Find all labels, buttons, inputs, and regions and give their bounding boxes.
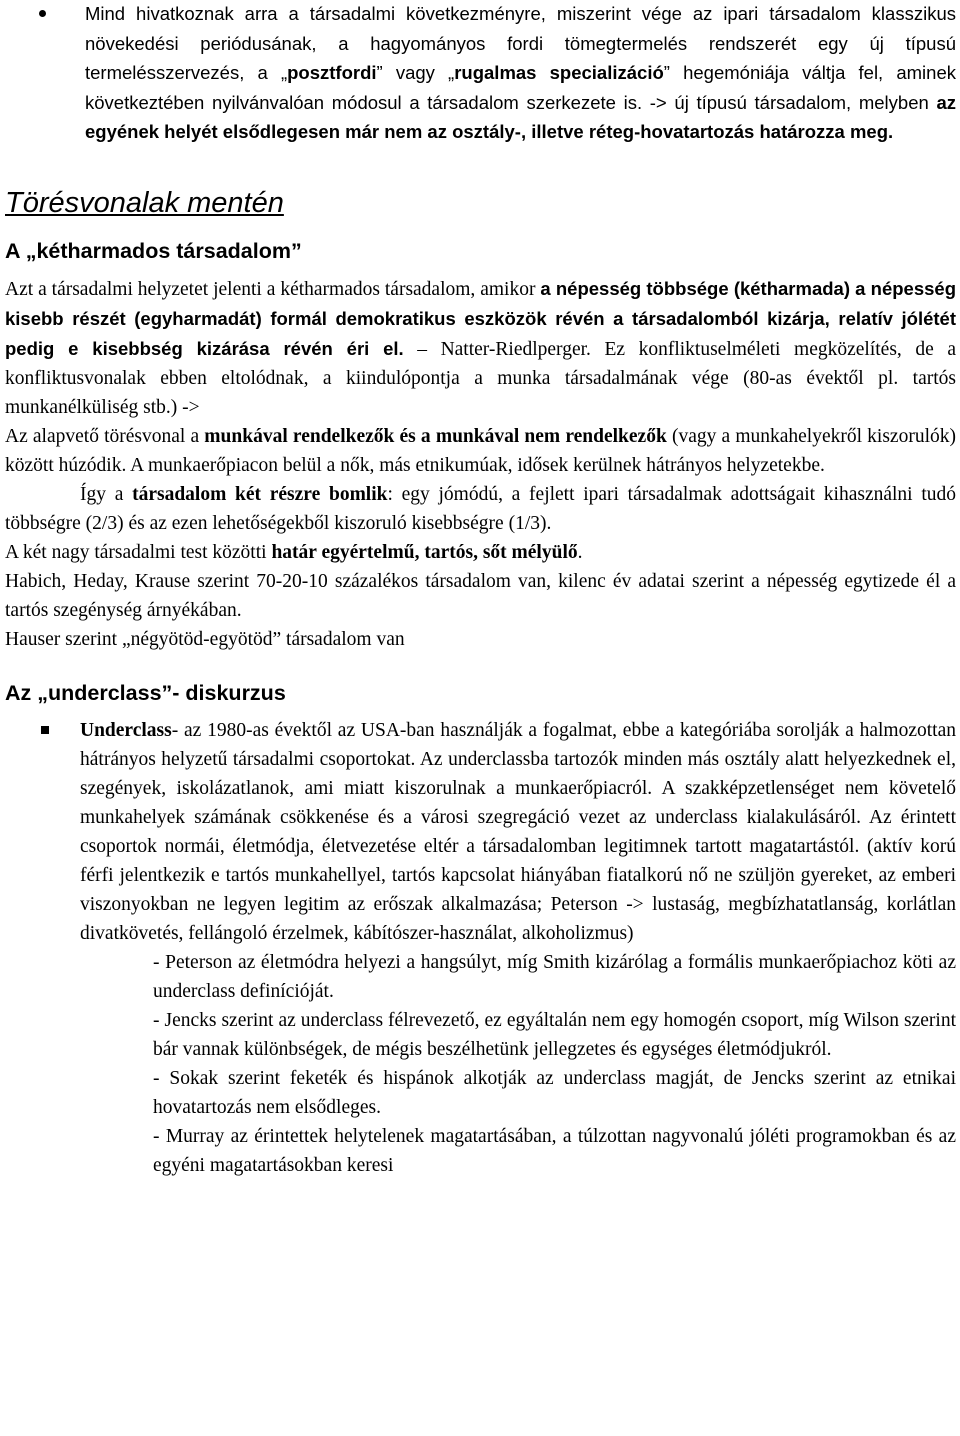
dash-item: - Murray az érintettek helytelenek magatartásában, a túlzottan nagyvonalú jóléti programokban és az egyéni magatartásokban keresi — [153, 1125, 956, 1176]
paragraph-hauser: Hauser szerint „négyötöd-egyötöd” társadalom van — [5, 628, 405, 650]
p2-text-2: (vagy a munkahelyekről kiszorulók) között húzódik. A munkaerőpiacon belül a nők, más etnikumúak, idősek kerülnek hátrányos helyzetekbe. — [5, 425, 956, 476]
paragraph-border — [5, 538, 956, 567]
section-title: Törésvonalak mentén — [5, 186, 284, 219]
intro-text-3: ” hegemóniája váltja fel, aminek következtében nyilvánvalóan módosul a társadalom szerkezete is. -> új típusú társadalom, melyben — [85, 62, 956, 113]
paragraph-definition — [5, 274, 956, 422]
intro-text-1: Mind hivatkoznak arra a társadalmi következményre, miszerint vége az ipari társadalom klasszikus növekedési periódusának, a hagyományos fordi tömegtermelés rendszerét egy új típusú termelésszervezés, a „ — [85, 3, 956, 83]
two-thirds-body — [5, 274, 956, 654]
underclass-list — [5, 716, 956, 948]
p3-text-2: : egy jómódú, a fejlett ipari társadalmak adottságait kihasználni tudó többségre (2/3) és az ezen lehetőségekből kiszoruló kisebbségre (1/3). — [5, 483, 956, 534]
paragraph-fault-line — [5, 422, 956, 480]
subsection-title-two-thirds: A „kétharmados társadalom” — [5, 238, 302, 263]
dash-item: - Jencks szerint az underclass félrevezető, ez egyáltalán nem egy homogén csoport, míg Wilson szerint bár vannak különbségek, de mégis beszélhetünk jellegzetes és egységes életmódjukról. — [153, 1009, 956, 1060]
underclass-dash-list — [5, 948, 956, 1180]
p4-bold: határ egyértelmű, tartós, sőt mélyülő — [271, 541, 578, 563]
p1-text-1: Azt a társadalmi helyzetet jelenti a kétharmados társadalom, amikor — [5, 278, 541, 300]
intro-bold-1: posztfordi — [287, 62, 377, 83]
dash-item: - Sokak szerint feketék és hispánok alkotják az underclass magját, de Jencks szerint az etnikai hovatartozás nem elsődleges. — [153, 1067, 956, 1118]
paragraph-habich: Habich, Heday, Krause szerint 70-20-10 százalékos társadalom van, kilenc év adatai szerint a népesség egytizede él a tartós szegénység árnyékában. — [5, 570, 956, 621]
underclass-item — [5, 716, 956, 948]
p3-bold: társadalom két részre bomlik — [132, 483, 388, 505]
bullet-dot-icon — [39, 10, 46, 17]
intro-bold-2: rugalmas specializáció — [454, 62, 664, 83]
underclass-text: - az 1980-as évektől az USA-ban használják a fogalmat, ebbe a kategóriába sorolják a halmozottan hátrányos helyzetű társadalmi csoportokat. Az underclassba tartozók minden más osztály alatt helyezkednek el, szegények, iskolázatlanok, ami miatt kiszorulnak a munkaerőpiacról. A szakképzetlenséget nem követelő munkahelyek számának csökkenése és a városi szegregáció vezet az underclass kialakulásáról. Az érintett csoportok normái, életmódja, életvezetése eltér a társadalomban legitimnek tartott magatartástól. (aktív korú férfi jelentkezik e tartós munkahellyel, tartós kapcsolat hiányában fiatalkorú nő ne szüljön gyereket, az emberi viszonyokban ne legyen legitim az erőszak alkalmazása; Peterson -> lustaság, megbízhatatlanság, korlátlan divatkövetés, fellángoló érzelmek, kábítószer-használat, alkoholizmus) — [80, 719, 956, 944]
p4-text-1: A két nagy társadalmi test közötti — [5, 541, 272, 563]
square-bullet-icon — [41, 726, 49, 734]
p4-text-2: . — [577, 541, 583, 563]
p3-text-1: Így a — [80, 483, 133, 505]
p2-bold: munkával rendelkezők és a munkával nem rendelkezők — [204, 425, 667, 447]
p2-text-1: Az alapvető törésvonal a — [5, 425, 205, 447]
intro-bullet-list — [5, 0, 956, 147]
p1-text-2: – Natter-Riedlperger. Ez konfliktuselméleti megközelítés, de a konfliktusvonalak ebben eltolódnak, a kiindulópontja a munka társadalmának vége (80-as évektől pl. tartós munkanélküliség stb.) -> — [5, 338, 956, 418]
intro-text-2: ” vagy „ — [376, 62, 455, 83]
intro-bullet-item — [5, 0, 956, 147]
dash-item: - Peterson az életmódra helyezi a hangsúlyt, míg Smith kizárólag a formális munkaerőpiachoz köti az underclass definícióját. — [153, 951, 956, 1002]
underclass-bold: Underclass — [80, 719, 172, 741]
paragraph-split — [5, 480, 956, 538]
intro-bold-3: az egyének helyét elsődlegesen már nem az osztály-, illetve réteg-hovatartozás határozza meg. — [85, 91, 956, 142]
p1-bold: a népesség többsége (kétharmada) a népesség kisebb részét (egyharmadát) formál demokratikus eszközök révén a társadalomból kizárja, relatív jólétét pedig e kisebbség kizárása révén éri el. — [5, 277, 956, 359]
subsection-title-underclass: Az „underclass”- diskurzus — [5, 680, 286, 705]
